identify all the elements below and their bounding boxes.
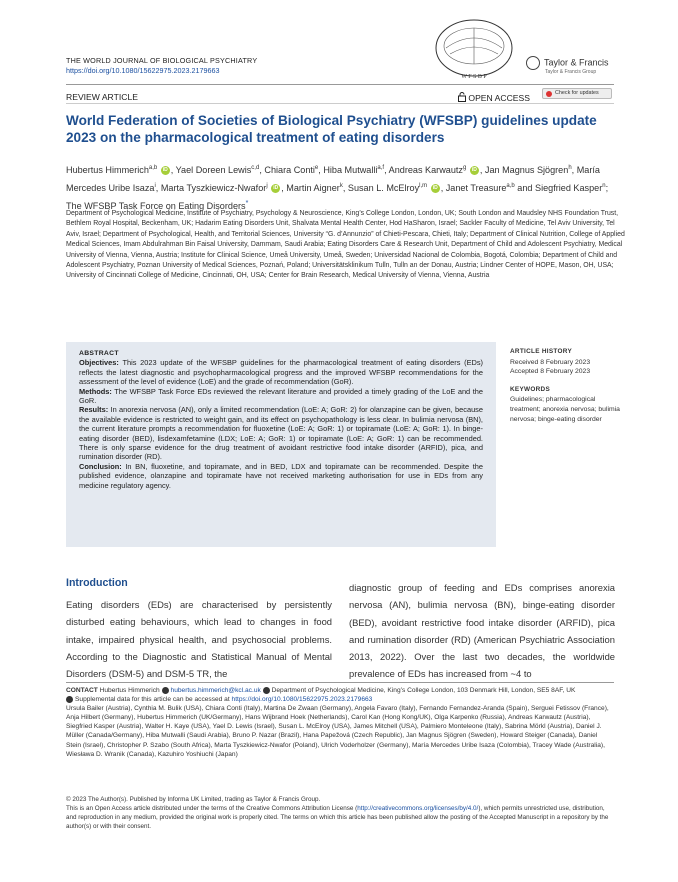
contact-email-link[interactable]: hubertus.himmerich@kcl.ac.uk bbox=[170, 687, 261, 694]
abstract-results: Results: In anorexia nervosa (AN), only a limited recommendation (LoE: A; GoR: 2) for olanzapine can be given, because the available evidence is restricted to weight gain, and its effect on psychopathology is less clear. In bulimia nervosa (BN), the current literature prompts a recommendation for fluoxetine (LoE: A; GoR: 1) or topiramate (LoE: A; GoR: 1). In binge-eating disorder (BED), lisdexamfetamine (LDX; LoE: A; GoR: 1) or topiramate (LoE: A; GoR: 1) can be recommended. There is only sparse evidence for the drug treatment of avoidant restrictive food intake disorder (ARFID), pica, and rumination disorder (RD). bbox=[79, 405, 483, 462]
publisher-logo bbox=[526, 56, 609, 75]
author-name: Siegfried Kasper bbox=[535, 182, 603, 193]
author-name: Chiara Conti bbox=[264, 165, 315, 176]
copyright-line: © 2023 The Author(s). Published by Informa UK Limited, trading as Taylor & Francis Group. bbox=[66, 796, 321, 803]
orcid-icon[interactable]: iD bbox=[471, 167, 477, 174]
address-icon bbox=[263, 687, 270, 694]
open-lock-icon bbox=[458, 92, 466, 102]
history-heading: ARTICLE HISTORY bbox=[510, 348, 573, 355]
footnotes bbox=[66, 686, 614, 759]
contact-line: CONTACT Hubertus Himmerich hubertus.himmerich@kcl.ac.uk Department of Psychological Medicine, King’s College London, 103 Denmark Hill, London, SE5 8AF, UK bbox=[66, 687, 576, 694]
author-affiliation-mark: k bbox=[339, 182, 343, 189]
open-access-label: OPEN ACCESS bbox=[468, 93, 530, 103]
introduction-heading: Introduction bbox=[66, 577, 128, 589]
author-name: Marta Tyszkiewicz-Nwafor bbox=[160, 182, 267, 193]
abstract-conclusion: Conclusion: In BN, fluoxetine, and topiramate, and in BED, LDX and topiramate can be recommended. Despite the published evidence, olanzapine and topiramate have not received marketing authorisation for use in EDs from any medicine regulatory agency. bbox=[79, 461, 483, 490]
header-rule bbox=[66, 84, 614, 85]
task-force-members: Ursula Bailer (Austria), Cynthia M. Bulik (USA), Chiara Conti (Italy), Martina De Zwaan (Germany), Angela Favaro (Italy), Fernando Fernandez-Aranda (Spain), Serguei Fetissov (France), Anja Hilbert (Germany), Hubertus Himmerich (UK/Germany), Hans Wijbrand Hoek (Netherlands), Carol Kan (Hong Kong/UK), Olga Karpenko (Russia), Andreas Karwautz (Austria), Siegfried Kasper (Austria), Walter H. Kaye (USA), Yael D. Lewis (Israel), Susan L. McElroy (USA), James Mitchell (USA), Palmiero Monteleone (Italy), Sabrina Mörkl (Austria), Daniel J. Müller (Canada/Germany), Hiba Mutwalli (Saudi Arabia), Bruno P. Nazar (Brazil), Hana Papežová (Czech Republic), Jan Magnus Sjögren (Sweden), Howard Steiger (Canada), Daniel Stein (Israel), Christopher P. Szabo (South Africa), Marta Tyszkiewicz-Nwafor (Poland), Ulrich Voderholzer (Germany), María Mercedes Uribe Isaza (Colombia), Tracey Wade (Australia), Wiesława D. Wranik (Canada), Kazuhiro Yoshiuchi (Japan) bbox=[66, 705, 609, 758]
copyright-notice bbox=[66, 796, 614, 832]
author-name: Yael Doreen Lewis bbox=[175, 165, 252, 176]
author-name: Hiba Mutwalli bbox=[323, 165, 378, 176]
email-icon bbox=[162, 687, 169, 694]
author-affiliation-mark: a,b bbox=[506, 182, 515, 189]
supplemental-line: Supplemental data for this article can be accessed at https://doi.org/10.1080/15622975.2023.2179663 bbox=[66, 695, 614, 704]
abstract-heading: ABSTRACT bbox=[79, 350, 119, 357]
author-list: Hubertus Himmerich$^{a,b}$ iD , Yael Doreen Lewis$^{c,d}$, Chiara Conti$^e$, Hiba Mutwalli$^{a,f}$, Andreas Karwautz$^g$ iD , Jan Magnus Sjögren$^h$, María Mercedes Uribe Isaza$^i$, Marta Tyszkiewicz-Nwafor$^j$ iD , Martin Aigner$^k$, Susan L. McElroy$^{l,m}$ iD , Janet Treasure$^{a,b}$ and Siegfried Kasper$^n$; The WFSBP Task Force on Eating Disorders* bbox=[66, 165, 609, 212]
accepted-date: Accepted 8 February 2023 bbox=[510, 368, 591, 376]
author-affiliation-mark: i bbox=[154, 182, 156, 189]
author-name: Janet Treasure bbox=[445, 182, 507, 193]
author-name: Susan L. McElroy bbox=[347, 182, 420, 193]
author-affiliation-mark: n bbox=[602, 182, 606, 189]
orcid-icon[interactable]: iD bbox=[273, 184, 279, 191]
author-affiliation-mark: a,b bbox=[148, 165, 158, 171]
orcid-icon[interactable]: iD bbox=[162, 167, 168, 174]
author-affiliation-mark: a,f bbox=[377, 165, 385, 171]
contact-address: Department of Psychological Medicine, King’s College London, 103 Denmark Hill, London, SE5 8AF, UK bbox=[271, 687, 576, 694]
received-date: Received 8 February 2023 bbox=[510, 358, 591, 366]
author-affiliation-mark: l,m bbox=[419, 182, 428, 189]
abstract-objectives: Objectives: This 2023 update of the WFSBP guidelines for the pharmacological treatment of eating disorders (EDs) reflects the latest diagnostic and psychopharmacological progress and the improved WFSBP recommendations for the assessment of the level of evidence (LoE) and the grade of recommendation (GoR). bbox=[79, 358, 483, 387]
author-name: Hubertus Himmerich bbox=[66, 165, 149, 176]
author-affiliation-mark: c,d bbox=[251, 165, 260, 171]
author-affiliation-mark: j bbox=[266, 182, 268, 189]
publisher-name: Taylor & Francis bbox=[544, 57, 609, 68]
abstract-methods: Methods: The WFSBP Task Force EDs reviewed the relevant literature and provided a timely grading of the LoE and the GoR. bbox=[79, 386, 484, 406]
type-rule bbox=[66, 103, 614, 104]
crest-letters: W F S B P bbox=[461, 74, 487, 80]
keywords-list: Guidelines; pharmacological treatment; anorexia nervosa; bulimia nervosa; binge-eating disorder bbox=[510, 396, 620, 423]
author-affiliation-mark: h bbox=[568, 165, 572, 171]
supplemental-link[interactable]: https://doi.org/10.1080/15622975.2023.2179663 bbox=[231, 696, 373, 704]
abstract-box bbox=[66, 342, 496, 547]
author-affiliation-mark: g bbox=[462, 165, 467, 171]
article-type: REVIEW ARTICLE bbox=[66, 92, 138, 102]
intro-column-2: diagnostic group of feeding and EDs comprises anorexia nervosa (AN), bulimia nervosa (BN), binge-eating disorder (BED), avoidant restrictive food intake disorder (ARFID), pica and rumination disorder (RD) (American Psychiatric Association 2013, 2022). Over the last two decades, the worldwide prevalence of EDs has increased from ~4 to bbox=[349, 582, 615, 680]
footer-rule bbox=[66, 682, 614, 683]
publisher-group: Taylor & Francis Group bbox=[545, 69, 597, 75]
author-name: Andreas Karwautz bbox=[388, 165, 463, 176]
license-text: This is an Open Access article distributed under the terms of the Creative Commons Attribution License (http://creativecommons.org/licenses/by/4.0/), which permits unrestricted use, distribution, and reproduction in any medium, provided the original work is properly cited. The terms on which this article has been published allow the posting of the Accepted Manuscript in a repository by the author(s) or with their consent. bbox=[66, 804, 609, 830]
task-force-footnote-mark[interactable]: * bbox=[245, 200, 249, 208]
publisher-icon bbox=[526, 56, 540, 70]
author-name: María Mercedes Uribe Isaza bbox=[66, 165, 600, 193]
author-affiliation-mark: e bbox=[314, 165, 319, 171]
keywords-heading: KEYWORDS bbox=[510, 385, 551, 393]
article-title: World Federation of Societies of Biological Psychiatry (WFSBP) guidelines update 2023 on the pharmacological treatment of eating disorders bbox=[66, 113, 597, 145]
task-force-credit: ; The WFSBP Task Force on Eating Disorders bbox=[66, 182, 609, 212]
journal-name: THE WORLD JOURNAL OF BIOLOGICAL PSYCHIATRY bbox=[66, 56, 258, 65]
doi-link[interactable]: https://doi.org/10.1080/15622975.2023.2179663 bbox=[66, 66, 220, 75]
article-sidebar bbox=[510, 347, 620, 424]
supplemental-icon bbox=[66, 696, 73, 703]
author-name: Martin Aigner bbox=[286, 182, 340, 193]
wfsbp-logo bbox=[432, 18, 516, 82]
open-access-badge bbox=[458, 92, 530, 103]
intro-column-1: Eating disorders (EDs) are characterised by persistently disturbed eating behaviours, which lead to changes in food intake, impaired physical health, and psychosocial problems. According to the Diagnostic and Statistical Manual of Mental Disorders (DSM-5) and DSM-5 TR, the bbox=[66, 599, 332, 680]
author-name: Jan Magnus Sjögren bbox=[484, 165, 569, 176]
orcid-icon[interactable]: iD bbox=[432, 184, 438, 191]
license-link[interactable]: http://creativecommons.org/licenses/by/4.0/ bbox=[357, 804, 479, 812]
affiliations: Department of Psychological Medicine, Institute of Psychiatry, Psychology & Neuroscience, King’s College London, London, UK; South London and Maudsley NHS Foundation Trust, Bethlem Royal Hospital, Beckenham, UK; Hadarim Eating Disorders Unit, Shalvata Mental Health Center, Hod HaSharon, Israel; Sackler Faculty of Medicine, Tel Aviv University, Tel Aviv, Israel; Department of Psychological, Health, and Territorial Sciences, University “G. d’Annunzio” of Chieti-Pescara, Chieti, Italy; Department of Clinical Nutrition, College of Applied Medical Sciences, Imam Abdulrahman Bin Faisal University, Dammam, Saudi Arabia; Eating Disorders Care & Research Unit, Department of Child and Adolescent Psychiatry, Medical University of Vienna, Vienna, Austria; Institute for Clinical Science, Umeå University, Umeå, Sweden; Universidad Nacional de Colombia, Bogotá, Colombia; Department of Child and Adolescent Psychiatry, Poznan University of Medical Sciences, Poznań, Poland; Universitätsklinikum Tulln, Tulln an der Donau, Austria; Lindner Center of HOPE, Mason, OH, USA; University of Cincinnati College of Medicine, Cincinnati, OH, USA; Center for Brain Research, Medical University of Vienna, Vienna, Austria bbox=[66, 210, 625, 280]
check-for-updates-button[interactable]: Check for updates bbox=[542, 88, 612, 99]
